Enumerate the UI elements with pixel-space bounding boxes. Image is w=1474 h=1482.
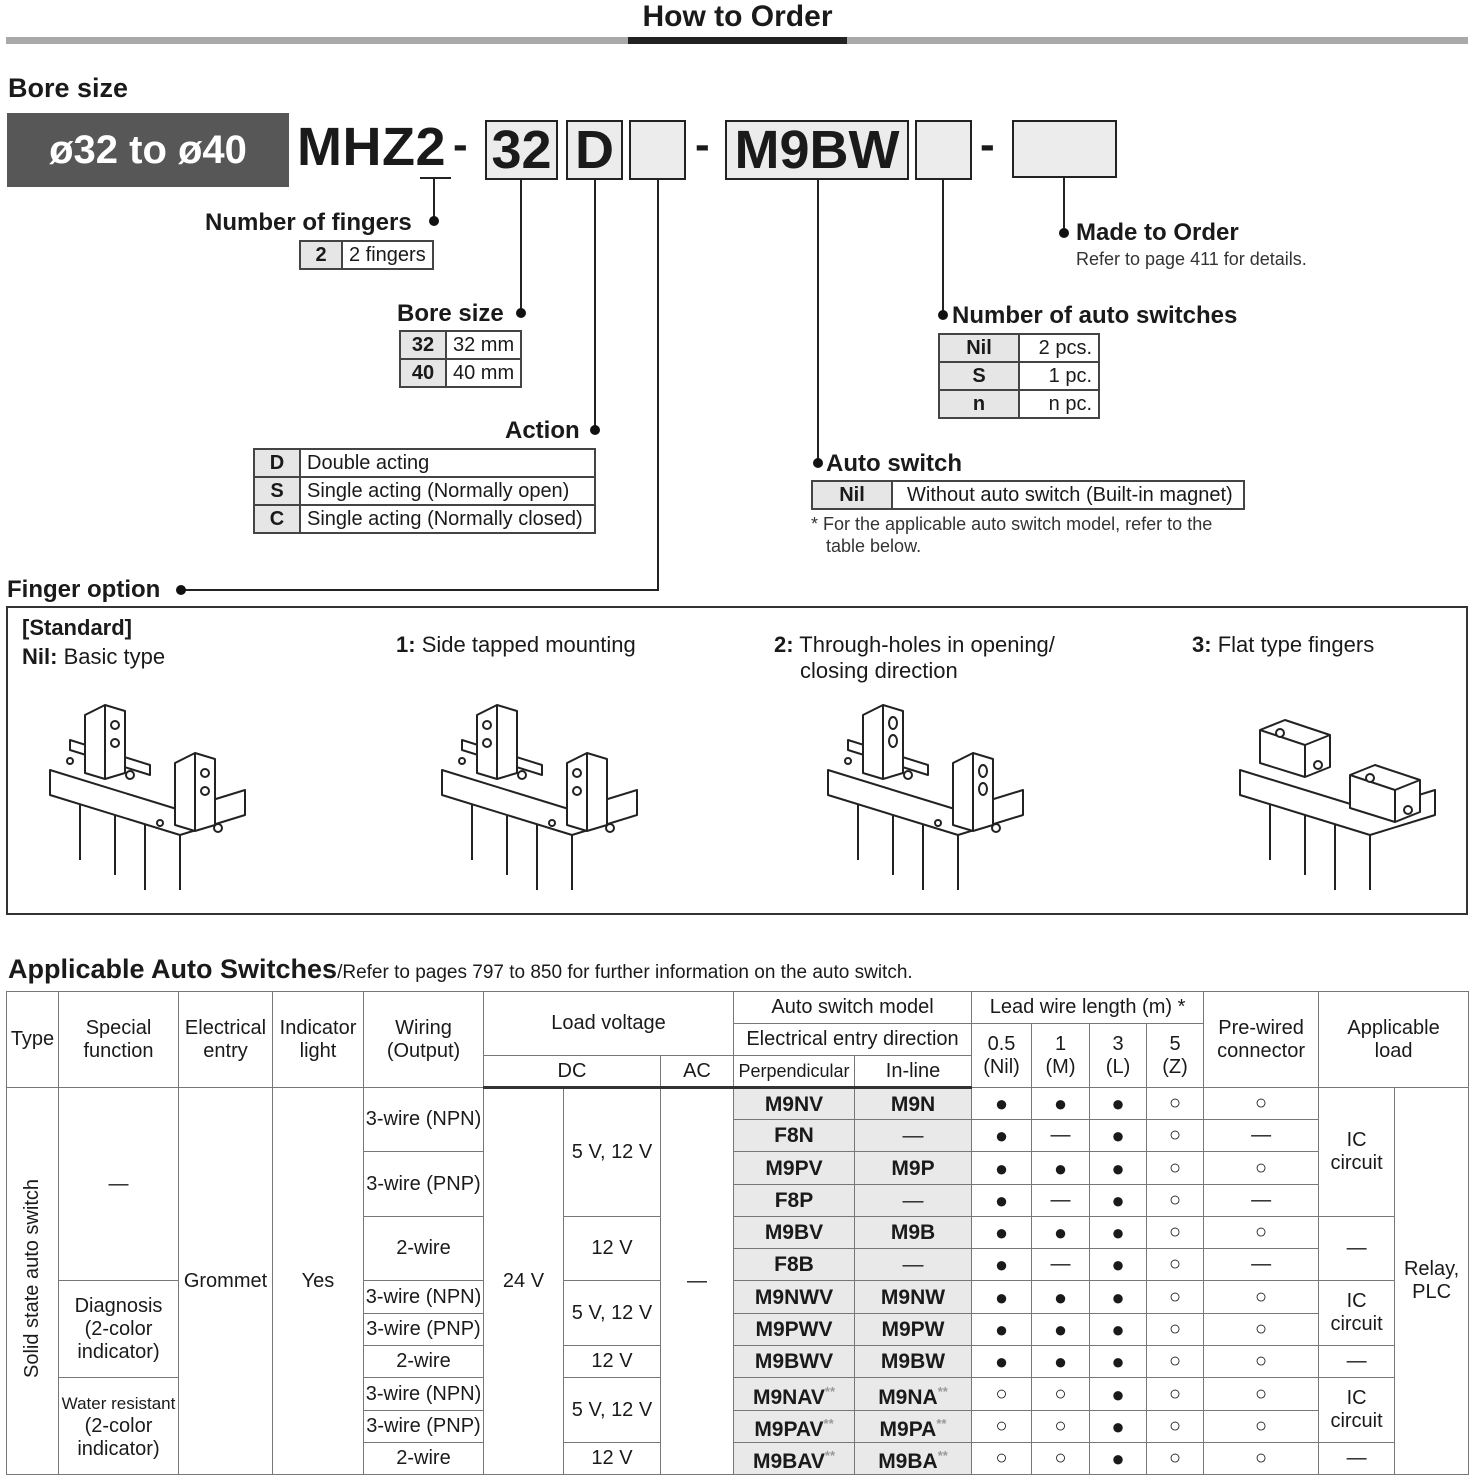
wiring-cell: 3-wire (PNP) [364, 1152, 484, 1217]
action-label: Action [505, 417, 580, 444]
wiring-cell: 3-wire (NPN) [364, 1281, 484, 1314]
lead-availability: ● [1090, 1443, 1147, 1475]
option-value: Single acting (Normally closed) [300, 505, 595, 533]
lead-availability: ○ [1147, 1443, 1204, 1475]
bore-options-label: Bore size [397, 300, 504, 327]
dc-voltage-cell: 5 V, 12 V [564, 1281, 661, 1346]
lead-availability: ● [1090, 1314, 1147, 1346]
lead-availability: ○ [1147, 1217, 1204, 1249]
wiring-cell: 3-wire (PNP) [364, 1411, 484, 1443]
option-text: Basic type [63, 644, 166, 669]
option-key: n [939, 390, 1019, 418]
option-key: S [254, 477, 300, 505]
option-value: 32 mm [446, 331, 521, 359]
fingers-table [299, 240, 434, 270]
lead-availability: ● [972, 1314, 1032, 1346]
lead-availability: ● [972, 1346, 1032, 1378]
leader-dot [938, 310, 948, 320]
model-perpendicular: M9BWV [734, 1346, 855, 1378]
ac-cell: — [661, 1088, 734, 1475]
lead-availability: ● [972, 1185, 1032, 1217]
lead-availability: ● [1090, 1346, 1147, 1378]
lead-availability: ● [1090, 1152, 1147, 1185]
model-perpendicular: M9PWV [734, 1314, 855, 1346]
code-switch-qty-box [915, 120, 972, 180]
lead-availability: — [1032, 1120, 1090, 1152]
lead-availability: ● [1090, 1249, 1147, 1281]
lead-availability: ● [972, 1281, 1032, 1314]
col-direction: Electrical entry direction [734, 1024, 972, 1056]
bore-size-heading: Bore size [8, 73, 129, 103]
lead-availability: ○ [972, 1443, 1032, 1475]
option-value: Single acting (Normally open) [300, 477, 595, 505]
lead-availability: ● [1090, 1411, 1147, 1443]
code-finger-box [629, 120, 686, 180]
special-cell: Diagnosis (2-color indicator) [59, 1281, 179, 1378]
entry-cell: Grommet [179, 1088, 273, 1475]
code-dash: - [695, 120, 710, 169]
prewired-cell: ○ [1204, 1346, 1319, 1378]
model-inline: M9B [855, 1217, 972, 1249]
lead-availability: ○ [1147, 1411, 1204, 1443]
switches-heading-line [8, 954, 913, 985]
wiring-cell: 2-wire [364, 1217, 484, 1281]
mto-note: Refer to page 411 for details. [1076, 249, 1307, 269]
prewired-cell: ○ [1204, 1217, 1319, 1249]
applicable-ic-cell: IC circuit [1319, 1281, 1395, 1346]
model-inline: — [855, 1120, 972, 1152]
option-row [254, 449, 595, 477]
option-value: 2 pcs. [1019, 334, 1099, 362]
leader-line [433, 177, 435, 221]
switch-qty-label: Number of auto switches [952, 302, 1238, 329]
finger-option-label: Finger option [7, 576, 161, 603]
lead-availability: ○ [1032, 1378, 1090, 1411]
model-perpendicular: M9NAV** [734, 1378, 855, 1411]
model-inline: M9N [855, 1088, 972, 1120]
model-inline: M9NW [855, 1281, 972, 1314]
model-perpendicular: F8N [734, 1120, 855, 1152]
col-model: Auto switch model [734, 992, 972, 1024]
lead-availability: ● [1032, 1088, 1090, 1120]
leader-line [1063, 178, 1065, 233]
prewired-cell: ○ [1204, 1443, 1319, 1475]
lead-availability: ● [972, 1088, 1032, 1120]
applicable-ic-cell: — [1319, 1217, 1395, 1281]
lead-availability: ○ [1147, 1185, 1204, 1217]
dc-voltage-cell: 12 V [564, 1443, 661, 1475]
gripper-basic-illustration [40, 695, 255, 900]
code-switch-box: M9BW [725, 120, 909, 180]
col-lead-5: 5 (Z) [1147, 1024, 1204, 1088]
leader-dot [176, 585, 186, 595]
model-inline: M9PW [855, 1314, 972, 1346]
dc-voltage-cell: 12 V [564, 1217, 661, 1281]
model-inline: M9P [855, 1152, 972, 1185]
col-inline: In-line [855, 1056, 972, 1088]
gripper-through-holes-illustration [818, 695, 1033, 900]
col-indicator: Indicator light [273, 992, 364, 1088]
model-perpendicular: M9PV [734, 1152, 855, 1185]
option-text: Through-holes in opening/ [799, 632, 1055, 657]
applicable-relay-cell: Relay, PLC [1395, 1088, 1469, 1475]
applicable-ic-cell: IC circuit [1319, 1378, 1395, 1443]
model-perpendicular: M9PAV** [734, 1411, 855, 1443]
lead-availability: ○ [972, 1378, 1032, 1411]
lead-availability: ● [1090, 1120, 1147, 1152]
option-key: Nil [939, 334, 1019, 362]
model-perpendicular: F8P [734, 1185, 855, 1217]
standard-tag: [Standard] [22, 615, 132, 640]
wiring-cell: 3-wire (NPN) [364, 1378, 484, 1411]
leader-dot [429, 216, 439, 226]
finger-option-3 [1192, 632, 1374, 658]
header-row [7, 992, 1469, 1024]
option-row [254, 505, 595, 533]
auto-switch-label: Auto switch [826, 450, 962, 477]
prewired-cell: ○ [1204, 1378, 1319, 1411]
leader-line [942, 178, 944, 315]
option-value: Without auto switch (Built-in magnet) [892, 481, 1244, 509]
option-text: Side tapped mounting [421, 632, 636, 657]
switches-heading: Applicable Auto Switches [8, 954, 338, 984]
bore-range-badge: ø32 to ø40 [7, 113, 289, 187]
col-lead: Lead wire length (m) * [972, 992, 1204, 1024]
option-row [400, 331, 521, 359]
lead-availability: ○ [1147, 1346, 1204, 1378]
applicable-ic-cell: — [1319, 1346, 1395, 1378]
model-inline: — [855, 1249, 972, 1281]
option-key: 3: [1192, 632, 1212, 657]
col-special: Special function [59, 992, 179, 1088]
dc-voltage-cell: 5 V, 12 V [564, 1378, 661, 1443]
model-inline: M9BW [855, 1346, 972, 1378]
auto-switch-table-body [7, 1088, 1469, 1475]
option-text-cont: closing direction [800, 658, 958, 683]
model-perpendicular: F8B [734, 1249, 855, 1281]
option-value: n pc. [1019, 390, 1099, 418]
auto-switch-note: table below. [826, 536, 922, 556]
prewired-cell: — [1204, 1249, 1319, 1281]
option-key: D [254, 449, 300, 477]
lead-availability: — [1032, 1185, 1090, 1217]
lead-availability: ○ [1147, 1088, 1204, 1120]
code-dash: - [453, 120, 468, 169]
finger-option-nil [22, 644, 165, 670]
code-action-box: D [566, 120, 623, 180]
lead-availability: ● [1090, 1185, 1147, 1217]
option-key: Nil [812, 481, 892, 509]
col-ac: AC [661, 1056, 734, 1088]
lead-availability: ● [1032, 1152, 1090, 1185]
leader-line [594, 180, 596, 430]
col-lead-05: 0.5 (Nil) [972, 1024, 1032, 1088]
lead-availability: ○ [1032, 1443, 1090, 1475]
indicator-cell: Yes [273, 1088, 364, 1475]
special-cell: Water resistant (2-color indicator) [59, 1378, 179, 1475]
lead-availability: ○ [1032, 1411, 1090, 1443]
mto-label: Made to Order [1076, 219, 1239, 246]
finger-option-1 [396, 632, 636, 658]
option-key: 2: [774, 632, 794, 657]
wiring-cell: 3-wire (PNP) [364, 1314, 484, 1346]
option-row [254, 477, 595, 505]
lead-availability: ○ [1147, 1152, 1204, 1185]
prewired-cell: ○ [1204, 1411, 1319, 1443]
leader-line [657, 180, 659, 591]
bore-options-table [399, 330, 522, 388]
lead-availability: ● [1032, 1314, 1090, 1346]
lead-availability: ○ [1147, 1249, 1204, 1281]
col-load-voltage: Load voltage [484, 992, 734, 1056]
model-code: MHZ2 [297, 117, 446, 177]
leader-line [180, 589, 659, 591]
fingers-label: Number of fingers [205, 209, 412, 236]
model-perpendicular: M9BAV** [734, 1443, 855, 1475]
auto-switch-table [811, 480, 1245, 510]
col-perpendicular: Perpendicular [734, 1056, 855, 1088]
col-lead-1: 1 (M) [1032, 1024, 1090, 1088]
option-row [812, 481, 1244, 509]
option-key: 40 [400, 359, 446, 387]
finger-option-2 [774, 632, 1055, 684]
page-title: How to Order [642, 0, 833, 33]
leader-line [817, 180, 819, 463]
option-row [939, 362, 1099, 390]
auto-switch-table [6, 991, 1469, 1475]
lead-availability: ● [972, 1249, 1032, 1281]
model-inline: M9PA** [855, 1411, 972, 1443]
lead-availability: ● [972, 1217, 1032, 1249]
option-row [939, 390, 1099, 418]
option-key: 1: [396, 632, 416, 657]
lead-availability: ● [1032, 1281, 1090, 1314]
model-perpendicular: M9BV [734, 1217, 855, 1249]
lead-availability: — [1032, 1249, 1090, 1281]
lead-availability: ○ [1147, 1120, 1204, 1152]
code-dash: - [980, 120, 995, 169]
prewired-cell: ○ [1204, 1088, 1319, 1120]
option-key: C [254, 505, 300, 533]
col-lead-3: 3 (L) [1090, 1024, 1147, 1088]
option-row [400, 359, 521, 387]
lead-availability: ● [972, 1152, 1032, 1185]
applicable-ic-cell: IC circuit [1319, 1088, 1395, 1217]
wiring-cell: 3-wire (NPN) [364, 1088, 484, 1152]
option-text: Flat type fingers [1217, 632, 1375, 657]
wiring-cell: 2-wire [364, 1346, 484, 1378]
option-key: S [939, 362, 1019, 390]
model-inline: M9BA** [855, 1443, 972, 1475]
lead-availability: ○ [1147, 1281, 1204, 1314]
gripper-side-tapped-illustration [432, 695, 647, 900]
option-value: 40 mm [446, 359, 521, 387]
dc-voltage-cell: 5 V, 12 V [564, 1088, 661, 1217]
lead-availability: ● [1090, 1088, 1147, 1120]
col-wiring: Wiring (Output) [364, 992, 484, 1088]
applicable-ic-cell: — [1319, 1443, 1395, 1475]
table-row [7, 1088, 1469, 1120]
prewired-cell: ○ [1204, 1152, 1319, 1185]
prewired-cell: ○ [1204, 1314, 1319, 1346]
option-value: Double acting [300, 449, 595, 477]
option-row [939, 334, 1099, 362]
prewired-cell: ○ [1204, 1281, 1319, 1314]
lead-availability: ● [1090, 1378, 1147, 1411]
option-row [300, 241, 433, 269]
action-table [253, 448, 596, 534]
leader-dot [813, 458, 823, 468]
lead-availability: ● [1032, 1346, 1090, 1378]
lead-availability: ● [972, 1120, 1032, 1152]
leader-dot [516, 308, 526, 318]
switches-subheading: /Refer to pages 797 to 850 for further information on the auto switch. [337, 962, 913, 983]
switch-qty-table [938, 333, 1100, 419]
title-rule-accent [628, 37, 847, 44]
option-value: 2 fingers [342, 241, 433, 269]
option-key: 32 [400, 331, 446, 359]
leader-line [520, 180, 522, 313]
wiring-cell: 2-wire [364, 1443, 484, 1475]
model-inline: M9NA** [855, 1378, 972, 1411]
model-perpendicular: M9NV [734, 1088, 855, 1120]
lead-availability: ○ [972, 1411, 1032, 1443]
leader-dot [1059, 228, 1069, 238]
col-type: Type [7, 992, 59, 1088]
option-value: 1 pc. [1019, 362, 1099, 390]
prewired-cell: — [1204, 1185, 1319, 1217]
model-inline: — [855, 1185, 972, 1217]
leader-line [420, 177, 451, 179]
col-prewired: Pre-wired connector [1204, 992, 1319, 1088]
model-perpendicular: M9NWV [734, 1281, 855, 1314]
leader-dot [590, 425, 600, 435]
col-dc: DC [484, 1056, 661, 1088]
lead-availability: ○ [1147, 1378, 1204, 1411]
lead-availability: ● [1032, 1217, 1090, 1249]
dc-voltage-cell: 12 V [564, 1346, 661, 1378]
col-entry: Electrical entry [179, 992, 273, 1088]
option-key: 2 [300, 241, 342, 269]
code-bore-box: 32 [485, 120, 558, 180]
type-cell: Solid state auto switch [7, 1088, 59, 1475]
col-applicable: Applicable load [1319, 992, 1469, 1088]
auto-switch-note: * For the applicable auto switch model, refer to the [811, 514, 1213, 534]
lead-availability: ● [1090, 1217, 1147, 1249]
prewired-cell: — [1204, 1120, 1319, 1152]
option-key: Nil: [22, 644, 58, 669]
code-mto-box [1012, 120, 1117, 178]
special-cell: — [59, 1088, 179, 1281]
dc-load-cell: 24 V [484, 1088, 564, 1475]
lead-availability: ● [1090, 1281, 1147, 1314]
gripper-flat-fingers-illustration [1230, 705, 1445, 900]
lead-availability: ○ [1147, 1314, 1204, 1346]
